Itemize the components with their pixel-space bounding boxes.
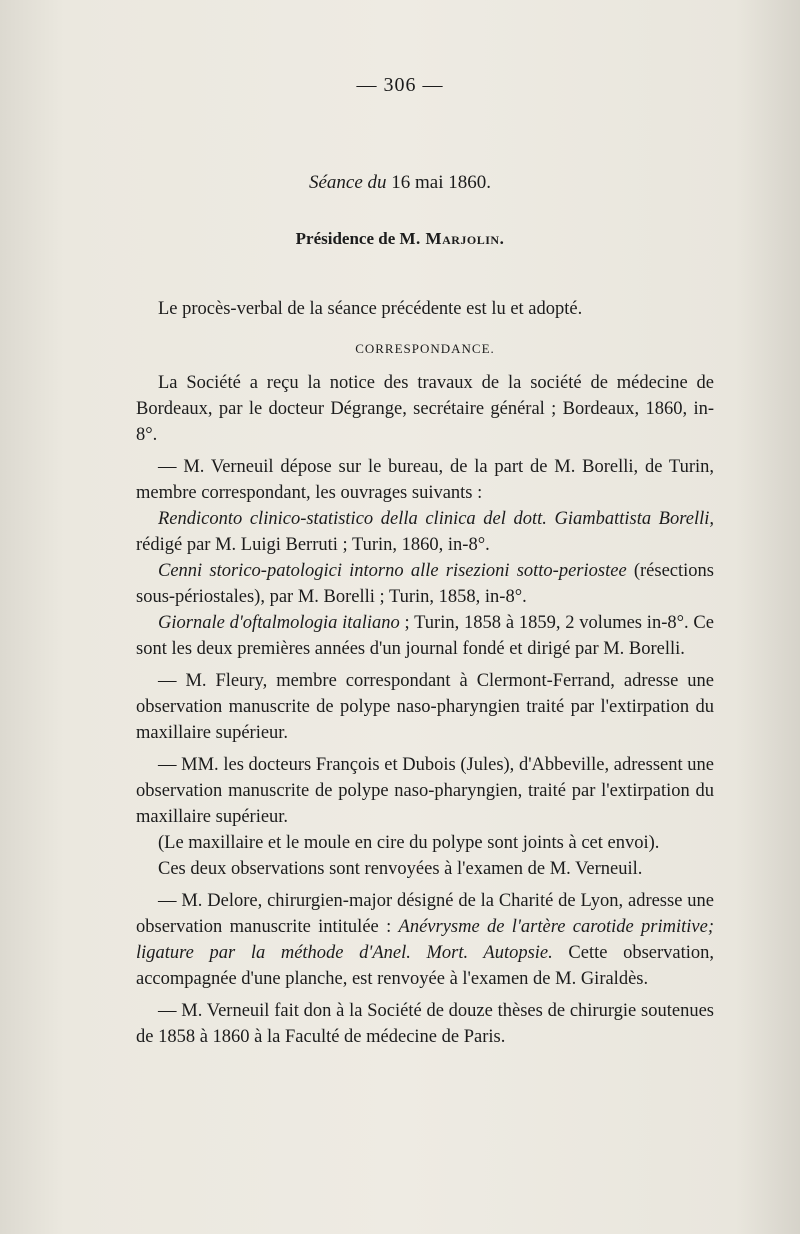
paragraph: La Société a reçu la notice des travaux de la société de médecine de Bordeaux, par le docteur Dégrange, secrétaire général ; Bordeaux, 1860, in-8°. [136,373,714,445]
paragraph [136,506,714,558]
section-heading: CORRESPONDANCE. [355,341,495,356]
presidency-line [0,229,800,249]
paragraph: — MM. les docteurs François et Dubois (Jules), d'Abbeville, adressent une observation manuscrite de polype naso-pharyngien, traité par l'extirpation du maxillaire supérieur. [136,755,714,827]
paragraph: — M. Verneuil dépose sur le bureau, de la part de M. Borelli, de Turin, membre correspondant, les ouvrages suivants : [136,457,714,503]
paragraph-text: (résections sous-périostales), par M. Borelli ; Turin, 1858, in-8°. [136,561,714,607]
paragraph: Ces deux observations sont renvoyées à l'examen de M. Verneuil. [158,859,643,879]
page-number: — 306 — [356,74,444,96]
paragraph [136,888,714,992]
presidency-prefix: Présidence de [295,229,400,248]
work-title: Anévrysme de l'artère carotide primitive; ligature par la méthode d'Anel. Mort. Autopsie. [136,917,714,963]
work-title: Cenni storico-patologici intorno alle risezioni sotto-periostee [158,561,627,581]
work-title: Rendiconto clinico-statistico della clinica del dott. Giambattista Borelli, [158,509,714,529]
session-title [0,172,800,194]
session-prefix: Séance du [308,172,392,193]
session-date: 16 mai 1860. [391,172,492,193]
paragraph [136,558,714,610]
paragraph-text: Cette observation, accompagnée d'une planche, est renvoyée à l'examen de M. Giraldès. [136,943,715,989]
body-text [136,296,714,1050]
paragraph-text: ; Turin, 1858 à 1859, 2 volumes in-8°. Ce sont les deux premières années d'un journal fondé et dirigé par M. Borelli. [136,613,714,659]
president-name: M. Marjolin. [399,229,505,248]
paragraph [136,610,714,662]
opening-paragraph: Le procès-verbal de la séance précédente est lu et adopté. [158,299,583,319]
paragraph: (Le maxillaire et le moule en cire du polype sont joints à cet envoi). [158,833,660,853]
paragraph-text: — M. Delore, chirurgien-major désigné de la Charité de Lyon, adresse une observation manuscrite intitulée : [136,891,714,937]
paragraph: — M. Fleury, membre correspondant à Clermont-Ferrand, adresse une observation manuscrite de polype naso-pharyngien traité par l'extirpation du maxillaire supérieur. [136,671,714,743]
paragraph: — M. Verneuil fait don à la Société de douze thèses de chirurgie soutenues de 1858 à 1860 à la Faculté de médecine de Paris. [136,1001,714,1047]
paragraph-text: rédigé par M. Luigi Berruti ; Turin, 1860, in-8°. [136,535,490,555]
work-title: Giornale d'oftalmologia italiano [158,613,400,633]
